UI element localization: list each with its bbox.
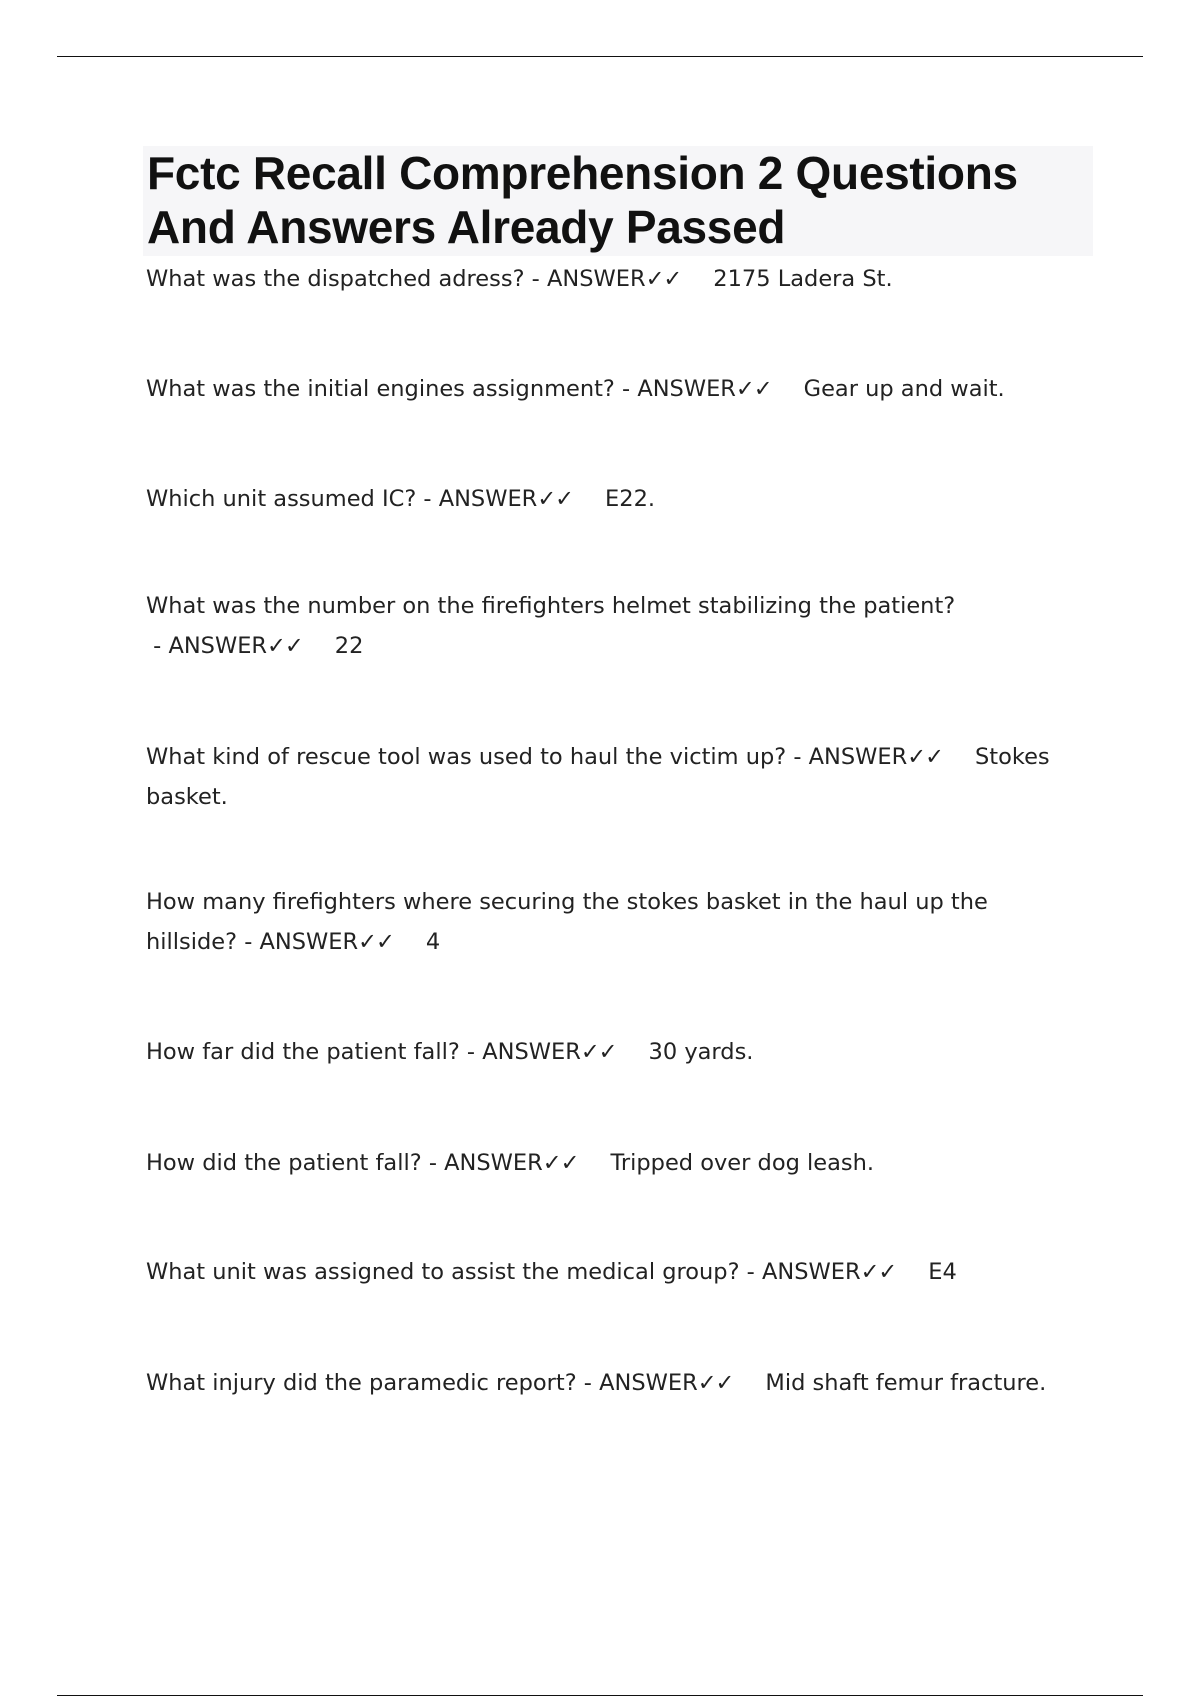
question-text: How many firefighters where securing the stokes basket in the haul up the hillside?	[146, 889, 988, 955]
bottom-page-rule	[57, 1695, 1143, 1696]
answer-text: Mid shaft femur fracture.	[765, 1370, 1047, 1396]
question-text: What kind of rescue tool was used to haul the victim up?	[146, 744, 787, 770]
check-icon: ✓✓	[358, 929, 394, 955]
question-text: What was the number on the firefighters helmet stabilizing the patient?	[146, 593, 956, 619]
answer-text: Stokes basket.	[146, 744, 1050, 810]
qa-item	[146, 737, 1086, 817]
qa-item	[146, 1252, 1086, 1292]
question-text: What injury did the paramedic report?	[146, 1370, 577, 1396]
question-text: What was the dispatched adress?	[146, 266, 525, 292]
question-text: What unit was assigned to assist the medical group?	[146, 1259, 740, 1285]
check-icon: ✓✓	[735, 376, 772, 402]
answer-marker: ANSWER	[444, 1150, 543, 1176]
separator: -	[421, 1150, 445, 1176]
answer-text: Tripped over dog leash.	[610, 1150, 875, 1176]
qa-item	[146, 882, 1086, 962]
answer-text: 30 yards.	[648, 1039, 754, 1065]
answer-marker: ANSWER	[599, 1370, 698, 1396]
qa-item	[146, 1143, 1086, 1183]
answer-text: 22	[334, 633, 364, 659]
question-text: How far did the patient fall?	[146, 1039, 460, 1065]
answer-marker: ANSWER	[808, 744, 908, 770]
separator: -	[237, 929, 260, 955]
check-icon: ✓✓	[907, 744, 943, 770]
answer-marker: ANSWER	[259, 929, 359, 955]
separator: -	[416, 486, 439, 512]
separator: -	[576, 1370, 600, 1396]
answer-text: E4	[928, 1259, 957, 1285]
answer-marker: ANSWER	[546, 266, 646, 292]
answer-text: 2175 Ladera St.	[713, 266, 893, 292]
qa-item	[146, 479, 1086, 519]
separator: -	[459, 1039, 483, 1065]
separator: -	[739, 1259, 762, 1285]
separator: -	[786, 744, 809, 770]
qa-item	[146, 369, 1086, 409]
qa-item	[146, 259, 1086, 299]
question-text: What was the initial engines assignment?	[146, 376, 615, 402]
answer-marker: ANSWER	[438, 486, 538, 512]
qa-item	[146, 586, 1086, 666]
separator: -	[146, 633, 169, 659]
check-icon: ✓✓	[267, 633, 303, 659]
answer-text: E22.	[605, 486, 656, 512]
check-icon: ✓✓	[537, 486, 574, 512]
answer-marker: ANSWER	[761, 1259, 861, 1285]
check-icon: ✓✓	[860, 1259, 897, 1285]
top-page-rule	[57, 56, 1143, 57]
qa-item	[146, 1363, 1086, 1403]
question-text: How did the patient fall?	[146, 1150, 422, 1176]
answer-marker: ANSWER	[168, 633, 268, 659]
check-icon: ✓✓	[697, 1370, 734, 1396]
qa-item	[146, 1032, 1086, 1072]
answer-marker: ANSWER	[637, 376, 736, 402]
question-text: Which unit assumed IC?	[146, 486, 417, 512]
check-icon: ✓✓	[580, 1039, 617, 1065]
answer-text: 4	[425, 929, 441, 955]
title-block	[143, 146, 1093, 256]
check-icon: ✓✓	[645, 266, 682, 292]
check-icon: ✓✓	[542, 1150, 579, 1176]
answer-text: Gear up and wait.	[803, 376, 1005, 402]
separator: -	[614, 376, 638, 402]
separator: -	[524, 266, 547, 292]
answer-marker: ANSWER	[482, 1039, 581, 1065]
document-title: Fctc Recall Comprehension 2 Questions And Answers Already Passed	[147, 147, 1018, 253]
